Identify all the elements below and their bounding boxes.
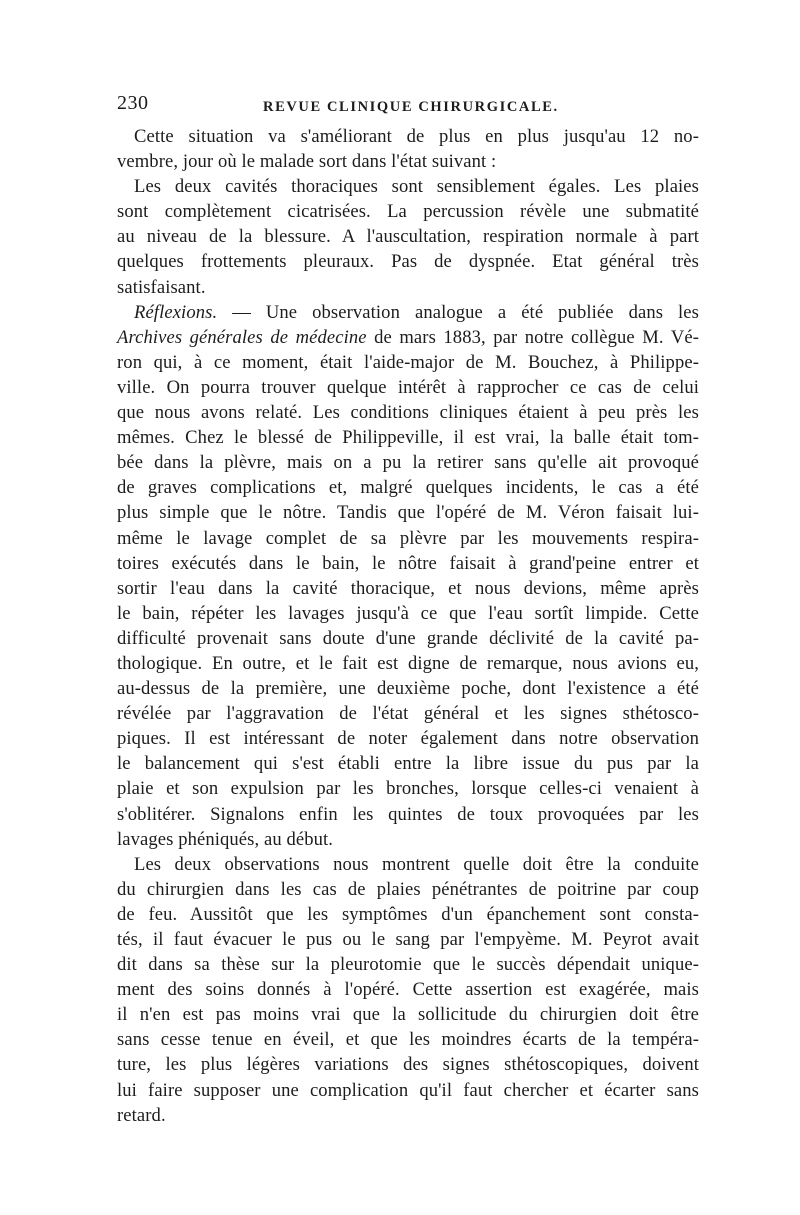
text-line: dit dans sa thèse sur la pleurotomie que le succès dépendait unique- <box>117 954 699 976</box>
text-line: bée dans la plèvre, mais on a pu la retirer sans qu'elle ait provoqué <box>117 452 699 474</box>
text-line: sortir l'eau dans la cavité thoracique, et nous devions, même après <box>117 577 699 599</box>
text-line: ron qui, à ce moment, était l'aide-major de M. Bouchez, à Philippe- <box>117 351 699 373</box>
text-line: plaie et son expulsion par les bronches, lorsque celles-ci venaient à <box>117 778 699 800</box>
reflexions-text: — Une observation analogue a été publiée dans les <box>217 301 699 323</box>
text-line: ture, les plus légères variations des signes sthétoscopiques, doivent <box>117 1054 699 1076</box>
text-line: plus simple que le nôtre. Tandis que l'opéré de M. Véron faisait lui- <box>117 502 699 524</box>
text-line: de feu. Aussitôt que les symptômes d'un épanchement sont consta- <box>117 903 699 925</box>
text-line: que nous avons relaté. Les conditions cliniques étaient à peu près les <box>117 402 699 424</box>
text-line: ville. On pourra trouver quelque intérêt à rapprocher ce cas de celui <box>117 376 699 398</box>
text-line: Les deux observations nous montrent quelle doit être la conduite <box>134 853 699 875</box>
text-line: tés, il faut évacuer le pus ou le sang par l'empyème. M. Peyrot avait <box>117 929 699 950</box>
text-line: piques. Il est intéressant de noter également dans notre observation <box>117 728 699 750</box>
text-line: lavages phéniqués, au début. <box>117 828 334 850</box>
text-line: sans cesse tenue en éveil, et que les moindres écarts de la tempéra- <box>117 1029 699 1051</box>
text-line: quelques frottements pleuraux. Pas de dyspnée. Etat général très <box>117 251 699 273</box>
page-number: 230 <box>117 92 149 114</box>
reflexions-heading: Réflexions. <box>134 301 218 323</box>
journal-line-text: de mars 1883, par notre collègue M. Vé- <box>366 326 699 348</box>
text-line-reflexions <box>117 300 699 325</box>
text-line: toires exécutés dans le bain, le nôtre faisait à grand'peine entrer et <box>117 552 699 574</box>
running-title: REVUE CLINIQUE CHIRURGICALE. <box>263 99 559 115</box>
text-line: de graves complications et, malgré quelques incidents, le cas a été <box>117 477 699 499</box>
body-text <box>117 124 699 1128</box>
text-line: le bain, répéter les lavages jusqu'à ce que l'eau sortît limpide. Cette <box>117 602 699 624</box>
text-line: ment des soins donnés à l'opéré. Cette assertion est exagérée, mais <box>117 979 699 1001</box>
text-line: sont complètement cicatrisées. La percussion révèle une submatité <box>117 201 699 223</box>
text-line: lui faire supposer une complication qu'il faut chercher et écarter sans <box>117 1079 699 1101</box>
text-line: au niveau de la blessure. A l'auscultation, respiration normale à part <box>117 226 699 248</box>
text-line: du chirurgien dans les cas de plaies pénétrantes de poitrine par coup <box>117 878 699 900</box>
text-line: mêmes. Chez le blessé de Philippeville, il est vrai, la balle était tom- <box>117 427 699 449</box>
text-line: le balancement qui s'est établi entre la libre issue du pus par la <box>117 753 699 775</box>
text-line: thologique. En outre, et le fait est digne de remarque, nous avions eu, <box>117 652 699 674</box>
text-line: Les deux cavités thoraciques sont sensiblement égales. Les plaies <box>134 176 699 198</box>
text-line: vembre, jour où le malade sort dans l'état suivant : <box>117 151 497 173</box>
text-line: difficulté provenait sans doute d'une grande déclivité de la cavité pa- <box>117 627 699 649</box>
text-line: retard. <box>117 1104 166 1126</box>
text-line: satisfaisant. <box>117 276 206 298</box>
text-line: Cette situation va s'améliorant de plus en plus jusqu'au 12 no- <box>134 126 699 147</box>
page-header <box>117 92 697 118</box>
text-line: révélée par l'aggravation de l'état général et les signes sthétosco- <box>117 703 699 725</box>
text-line: au-dessus de la première, une deuxième poche, dont l'existence a été <box>117 678 699 700</box>
text-line: s'oblitérer. Signalons enfin les quintes de toux provoquées par les <box>117 803 699 825</box>
text-line: il n'en est pas moins vrai que la sollicitude du chirurgien doit être <box>117 1004 699 1026</box>
text-line: même le lavage complet de sa plèvre par les mouvements respira- <box>117 527 699 549</box>
journal-title: Archives générales de médecine <box>117 326 367 348</box>
text-line-archives <box>117 325 699 350</box>
